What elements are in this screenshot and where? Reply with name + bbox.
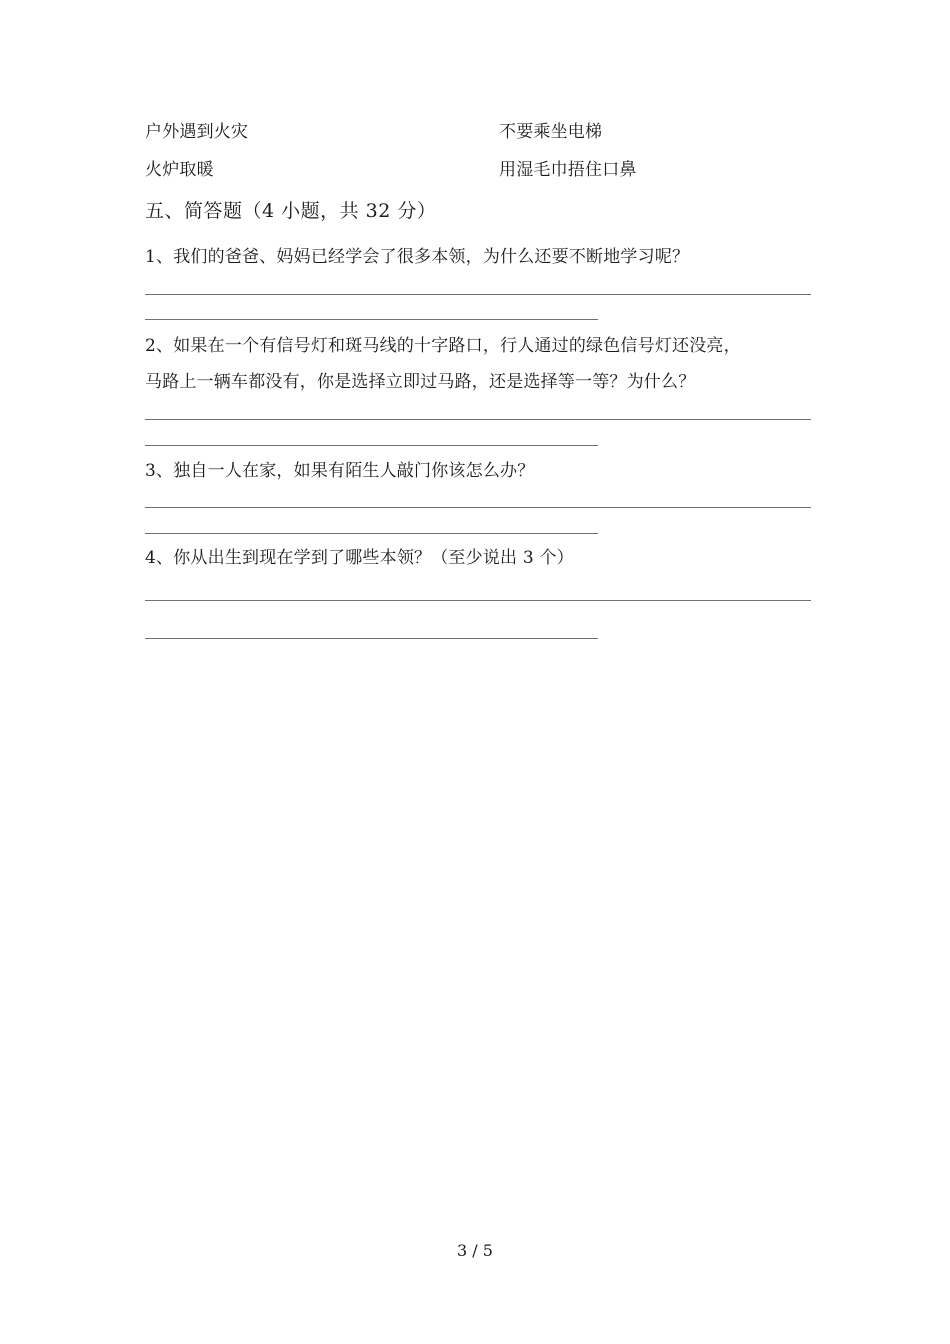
question-3-text: 3、独自一人在家，如果有陌生人敲门你该怎么办？ [145, 461, 535, 481]
question-4-answer-line-1[interactable] [145, 600, 811, 601]
matching-right-2: 用湿毛巾捂住口鼻 [499, 160, 637, 180]
question-3-answer-line-1[interactable] [145, 507, 811, 508]
question-2-text-line-2: 马路上一辆车都没有，你是选择立即过马路，还是选择等一等？为什么？ [145, 372, 696, 392]
matching-right-1: 不要乘坐电梯 [499, 122, 603, 142]
question-2-text-line-1: 2、如果在一个有信号灯和斑马线的十字路口，行人通过的绿色信号灯还没亮， [145, 336, 741, 356]
matching-left-1: 户外遇到火灾 [145, 122, 249, 142]
matching-left-2: 火炉取暖 [145, 160, 214, 180]
question-3-answer-line-2[interactable] [145, 533, 598, 534]
section-title: 五、简答题（4 小题，共 32 分） [145, 200, 437, 222]
question-2-answer-line-2[interactable] [145, 445, 598, 446]
question-1-answer-line-1[interactable] [145, 294, 811, 295]
question-4-text: 4、你从出生到现在学到了哪些本领？（至少说出 3 个） [145, 548, 574, 568]
question-1-text: 1、我们的爸爸、妈妈已经学会了很多本领，为什么还要不断地学习呢？ [145, 247, 690, 267]
question-1-answer-line-2[interactable] [145, 319, 598, 320]
question-4-answer-line-2[interactable] [145, 638, 598, 639]
page-number: 3 / 5 [457, 1241, 493, 1260]
question-2-answer-line-1[interactable] [145, 419, 811, 420]
